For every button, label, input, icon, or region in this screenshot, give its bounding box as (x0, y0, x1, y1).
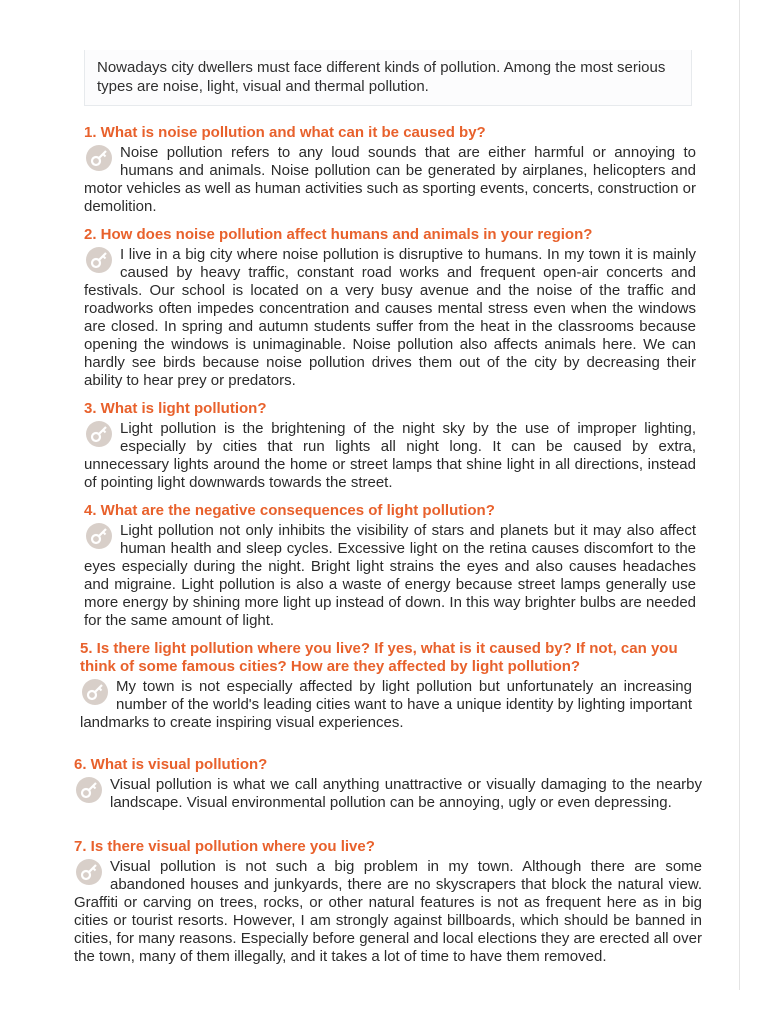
key-icon (76, 859, 102, 885)
intro-text: Nowadays city dwellers must face different kinds of pollution. Among the most serious types are noise, light, visual and thermal pollution. (97, 59, 666, 95)
answer-text: I live in a big city where noise pollution is disruptive to humans. In my town it is mainly caused by heavy traffic, constant road works and frequent open-air concerts and festivals. Our school is located on a very busy avenue and the noise of the traffic and roadworks often impedes concentration and causes mental stress even when the windows are closed. In spring and autumn students suffer from the heat in the classrooms because opening the windows is unimaginable. Noise pollution also affects animals here. We can hardly see birds because noise pollution drives them out of the city by decreasing their ability to hear prey or predators. (84, 246, 696, 389)
answer-text: My town is not especially affected by light pollution but unfortunately an increasing number of the world's leading cities want to have a unique identity by lighting important landmarks to create inspiring visual experiences. (80, 678, 692, 731)
qa-section-6 (74, 756, 702, 812)
key-icon (76, 777, 102, 803)
key-icon (86, 145, 112, 171)
key-icon (82, 679, 108, 705)
question-heading: 5. Is there light pollution where you live? If yes, what is it caused by? If not, can you think of some famous cities? How are they affected by light pollution? (80, 640, 678, 675)
qa-section-5 (80, 640, 692, 732)
question-heading: 2. How does noise pollution affect humans and animals in your region? (84, 226, 593, 243)
question-heading: 7. Is there visual pollution where you live? (74, 838, 375, 855)
question-heading: 4. What are the negative consequences of light pollution? (84, 502, 495, 519)
page-edge-line (739, 0, 740, 990)
key-icon (86, 247, 112, 273)
question-heading: 6. What is visual pollution? (74, 756, 268, 773)
answer-text: Light pollution not only inhibits the visibility of stars and planets but it may also affect human health and sleep cycles. Excessive light on the retina causes discomfort to the eyes especially during the night. Bright light strains the eyes and also causes headaches and migraine. Light pollution is also a waste of energy because street lamps generally use more energy by shining more light up instead of down. In this way brighter bulbs are needed for the same amount of light. (84, 522, 696, 629)
qa-section-4 (84, 502, 696, 630)
qa-section-7 (74, 838, 702, 966)
qa-section-1 (84, 124, 696, 216)
answer-text: Light pollution is the brightening of the night sky by the use of improper lighting, especially by cities that run lights all night long. It can be caused by extra, unnecessary lights around the home or street lamps that shine light in all directions, instead of pointing light downwards towards the street. (84, 420, 696, 491)
question-heading: 1. What is noise pollution and what can it be caused by? (84, 124, 486, 141)
qa-section-2 (84, 226, 696, 390)
qa-section-3 (84, 400, 696, 492)
key-icon (86, 421, 112, 447)
question-heading: 3. What is light pollution? (84, 400, 267, 417)
answer-text: Visual pollution is what we call anything unattractive or visually damaging to the nearby landscape. Visual environmental pollution can be annoying, ugly or even depressing. (110, 776, 702, 811)
answer-text: Noise pollution refers to any loud sounds that are either harmful or annoying to humans and animals. Noise pollution can be generated by airplanes, helicopters and motor vehicles as well as human activities such as sporting events, concerts, construction or demolition. (84, 144, 696, 215)
answer-text: Visual pollution is not such a big problem in my town. Although there are some abandoned houses and junkyards, there are no skyscrapers that block the natural view. Graffiti or carving on trees, rocks, or other natural features is not as frequent here as in big cities or tourist resorts. However, I am strongly against billboards, which should be banned in cities, for many reasons. Especially before general and local elections they are erected all over the town, many of them illegally, and it takes a lot of time to have them removed. (74, 858, 702, 965)
key-icon (86, 523, 112, 549)
